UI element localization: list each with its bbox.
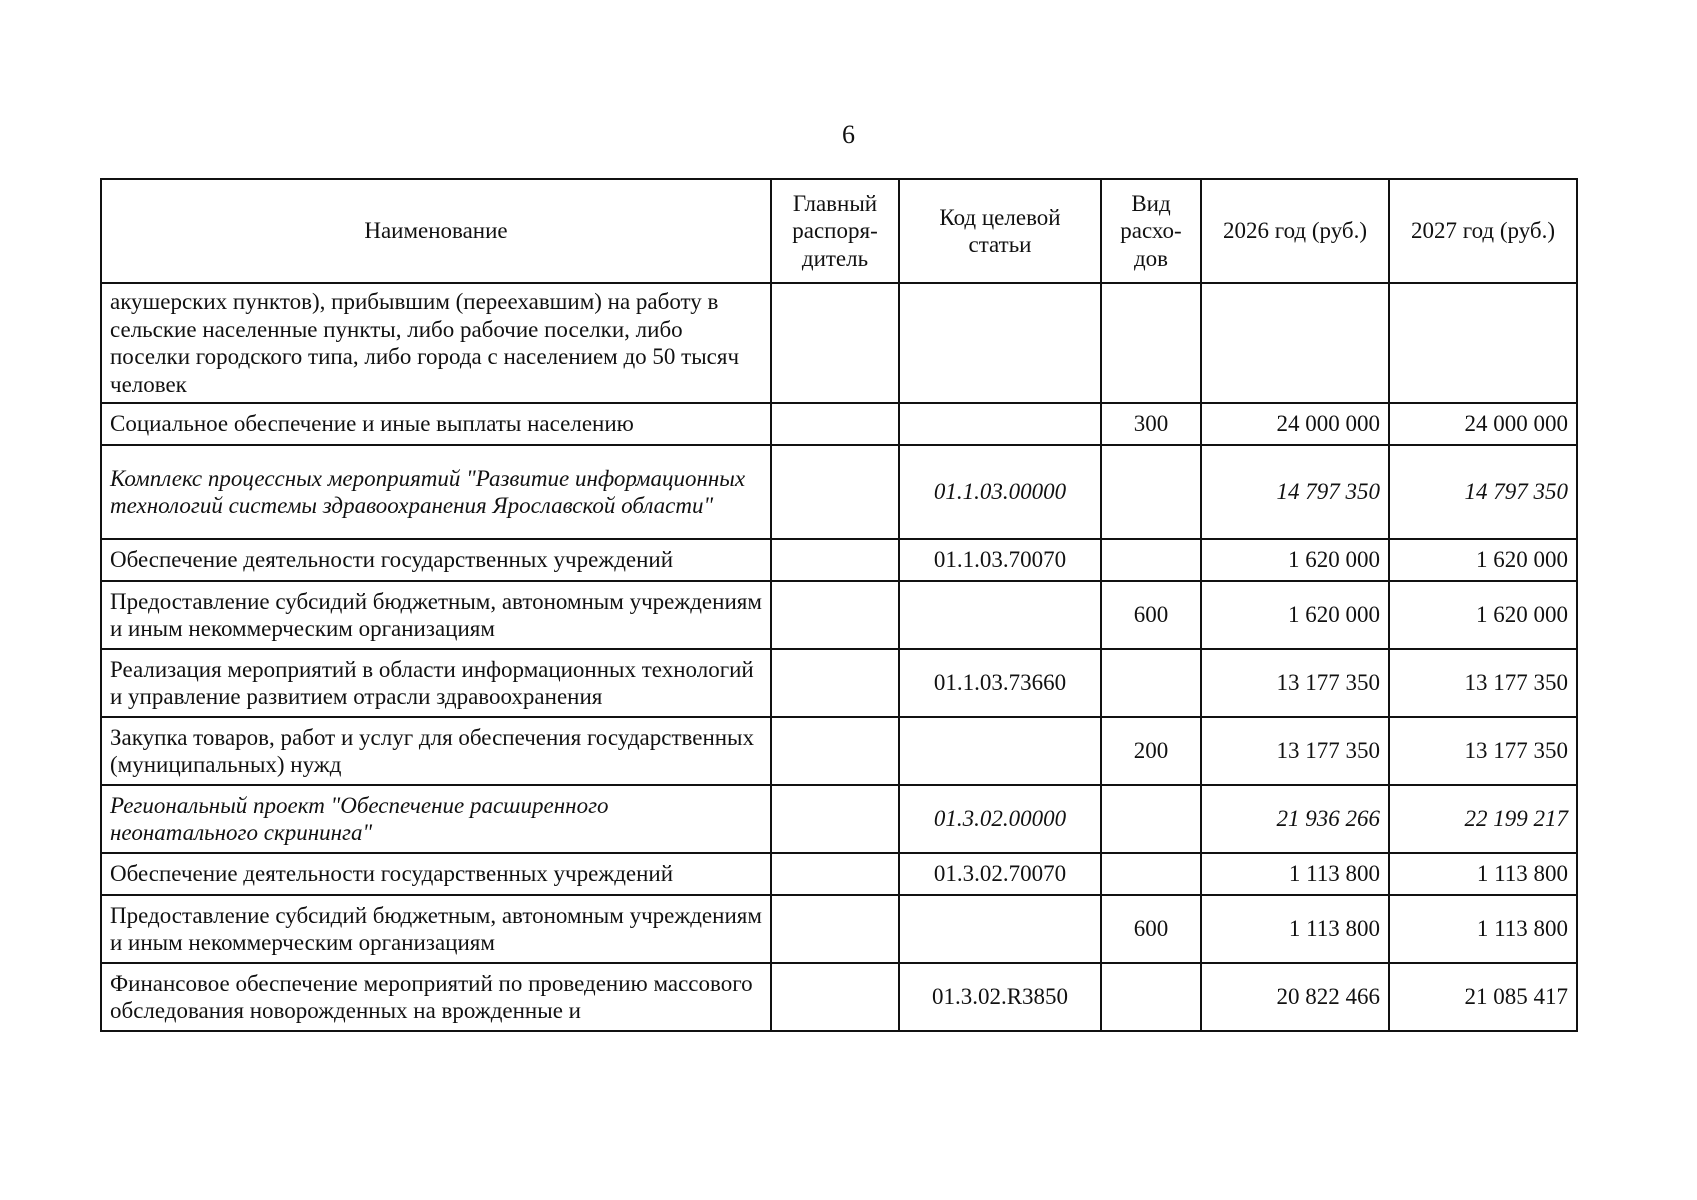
cell-expense-type (1101, 283, 1201, 403)
cell-2027: 13 177 350 (1389, 649, 1577, 717)
cell-expense-type: 600 (1101, 581, 1201, 649)
cell-name: Обеспечение деятельности государственных учреждений (101, 853, 771, 895)
cell-2026: 13 177 350 (1201, 649, 1389, 717)
cell-code (899, 283, 1101, 403)
header-2027: 2027 год (руб.) (1389, 179, 1577, 283)
cell-2026 (1201, 283, 1389, 403)
table-row (101, 963, 1577, 1031)
cell-2027: 1 620 000 (1389, 539, 1577, 581)
cell-name: Реализация мероприятий в области информационных технологий и управление развитием отрасли здравоохранения (101, 649, 771, 717)
cell-expense-type (1101, 785, 1201, 853)
cell-name: Финансовое обеспечение мероприятий по проведению массового обследования новорожденных на врожденные и (101, 963, 771, 1031)
cell-admin (771, 581, 899, 649)
cell-expense-type: 600 (1101, 895, 1201, 963)
cell-expense-type (1101, 963, 1201, 1031)
cell-admin (771, 445, 899, 539)
table-row (101, 283, 1577, 403)
cell-code: 01.3.02.70070 (899, 853, 1101, 895)
cell-2026: 1 620 000 (1201, 581, 1389, 649)
table-row (101, 539, 1577, 581)
cell-code: 01.3.02.R3850 (899, 963, 1101, 1031)
table-body (101, 283, 1577, 1031)
cell-expense-type (1101, 445, 1201, 539)
table-row (101, 717, 1577, 785)
cell-code: 01.1.03.73660 (899, 649, 1101, 717)
cell-2027: 1 113 800 (1389, 853, 1577, 895)
cell-admin (771, 785, 899, 853)
cell-name: Предоставление субсидий бюджетным, автономным учреждениям и иным некоммерческим организациям (101, 895, 771, 963)
cell-admin (771, 649, 899, 717)
cell-2026: 1 113 800 (1201, 895, 1389, 963)
cell-code (899, 581, 1101, 649)
cell-expense-type (1101, 853, 1201, 895)
cell-code: 01.3.02.00000 (899, 785, 1101, 853)
cell-admin (771, 895, 899, 963)
cell-2027 (1389, 283, 1577, 403)
cell-admin (771, 539, 899, 581)
cell-2026: 13 177 350 (1201, 717, 1389, 785)
cell-2027: 24 000 000 (1389, 403, 1577, 445)
cell-admin (771, 717, 899, 785)
table-row (101, 785, 1577, 853)
table-row (101, 445, 1577, 539)
cell-2027: 1 113 800 (1389, 895, 1577, 963)
header-2026: 2026 год (руб.) (1201, 179, 1389, 283)
cell-code (899, 895, 1101, 963)
cell-2027: 13 177 350 (1389, 717, 1577, 785)
cell-expense-type: 300 (1101, 403, 1201, 445)
cell-expense-type: 200 (1101, 717, 1201, 785)
cell-2027: 14 797 350 (1389, 445, 1577, 539)
table-row (101, 581, 1577, 649)
cell-2026: 1 113 800 (1201, 853, 1389, 895)
cell-code: 01.1.03.00000 (899, 445, 1101, 539)
table-row (101, 895, 1577, 963)
cell-name: Комплекс процессных мероприятий "Развитие информационных технологий системы здравоохранения Ярославской области" (101, 445, 771, 539)
cell-code (899, 403, 1101, 445)
header-admin: Главный распоря-дитель (771, 179, 899, 283)
cell-name: Социальное обеспечение и иные выплаты населению (101, 403, 771, 445)
cell-expense-type (1101, 539, 1201, 581)
header-expense-type: Вид расхо-дов (1101, 179, 1201, 283)
table-row (101, 853, 1577, 895)
cell-expense-type (1101, 649, 1201, 717)
cell-name: Региональный проект "Обеспечение расширенного неонатального скрининга" (101, 785, 771, 853)
cell-2027: 21 085 417 (1389, 963, 1577, 1031)
table-header-row (101, 179, 1577, 283)
cell-name: Закупка товаров, работ и услуг для обеспечения государственных (муниципальных) нужд (101, 717, 771, 785)
table-row (101, 403, 1577, 445)
cell-admin (771, 403, 899, 445)
header-name: Наименование (101, 179, 771, 283)
cell-2026: 20 822 466 (1201, 963, 1389, 1031)
cell-2026: 21 936 266 (1201, 785, 1389, 853)
table-row (101, 649, 1577, 717)
cell-name: акушерских пунктов), прибывшим (переехавшим) на работу в сельские населенные пункты, либо рабочие поселки, либо поселки городского типа, либо города с населением до 50 тысяч человек (101, 283, 771, 403)
cell-admin (771, 283, 899, 403)
cell-admin (771, 853, 899, 895)
cell-code: 01.1.03.70070 (899, 539, 1101, 581)
cell-2026: 14 797 350 (1201, 445, 1389, 539)
cell-name: Предоставление субсидий бюджетным, автономным учреждениям и иным некоммерческим организациям (101, 581, 771, 649)
cell-code (899, 717, 1101, 785)
cell-2027: 1 620 000 (1389, 581, 1577, 649)
cell-name: Обеспечение деятельности государственных учреждений (101, 539, 771, 581)
cell-2026: 24 000 000 (1201, 403, 1389, 445)
cell-2027: 22 199 217 (1389, 785, 1577, 853)
page-number: 6 (842, 120, 855, 149)
budget-table (100, 178, 1578, 1032)
header-code: Код целевой статьи (899, 179, 1101, 283)
cell-2026: 1 620 000 (1201, 539, 1389, 581)
cell-admin (771, 963, 899, 1031)
